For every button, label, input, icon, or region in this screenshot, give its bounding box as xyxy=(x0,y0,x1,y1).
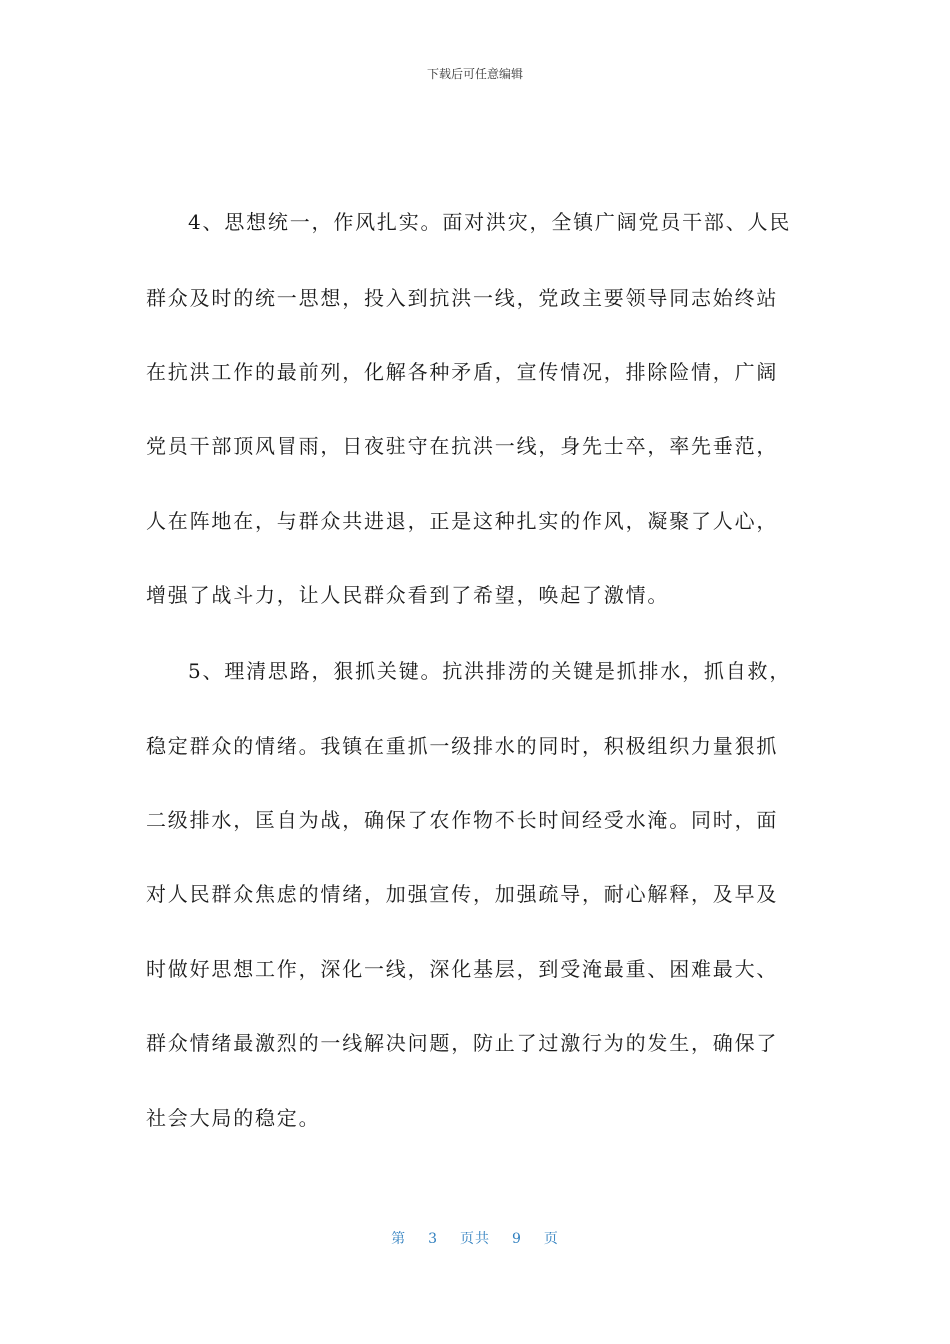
page-header: 下载后可任意编辑 xyxy=(426,67,523,81)
footer-suffix: 页 xyxy=(543,1231,559,1247)
paragraph-2-line-3: 二级排水，匡自为战，确保了农作物不长时间经受水淹。同时，面 xyxy=(146,808,779,832)
paragraph-2-line-7: 社会大局的稳定。 xyxy=(146,1106,321,1130)
paragraph-2-line-1: 5、理清思路，狠抓关键。抗洪排涝的关键是抓排水，抓自救， xyxy=(188,659,792,683)
paragraph-1-line-1: 4、思想统一，作风扎实。面对洪灾，全镇广阔党员干部、人民 xyxy=(188,210,792,234)
page-footer xyxy=(0,1230,950,1248)
footer-page-number: 3 xyxy=(428,1231,438,1247)
footer-middle: 页共 xyxy=(460,1231,490,1247)
paragraph-2-line-4: 对人民群众焦虑的情绪，加强宣传，加强疏导，耐心解释，及早及 xyxy=(146,882,779,906)
paragraph-2-line-2: 稳定群众的情绪。我镇在重抓一级排水的同时，积极组织力量狠抓 xyxy=(146,734,779,758)
paragraph-1-line-6: 增强了战斗力，让人民群众看到了希望，唤起了激情。 xyxy=(146,583,670,607)
paragraph-1-line-4: 党员干部顶风冒雨，日夜驻守在抗洪一线，身先士卒，率先垂范， xyxy=(146,434,779,458)
paragraph-1-line-2: 群众及时的统一思想，投入到抗洪一线，党政主要领导同志始终站 xyxy=(146,286,779,310)
footer-total-pages: 9 xyxy=(512,1231,522,1247)
footer-prefix: 第 xyxy=(391,1231,407,1247)
paragraph-1-line-3: 在抗洪工作的最前列，化解各种矛盾，宣传情况，排除险情，广阔 xyxy=(146,360,779,384)
paragraph-2-line-5: 时做好思想工作，深化一线，深化基层，到受淹最重、困难最大、 xyxy=(146,957,779,981)
paragraph-1-line-5: 人在阵地在，与群众共进退，正是这种扎实的作风，凝聚了人心， xyxy=(146,509,779,533)
paragraph-2-line-6: 群众情绪最激烈的一线解决问题，防止了过激行为的发生，确保了 xyxy=(146,1031,779,1055)
